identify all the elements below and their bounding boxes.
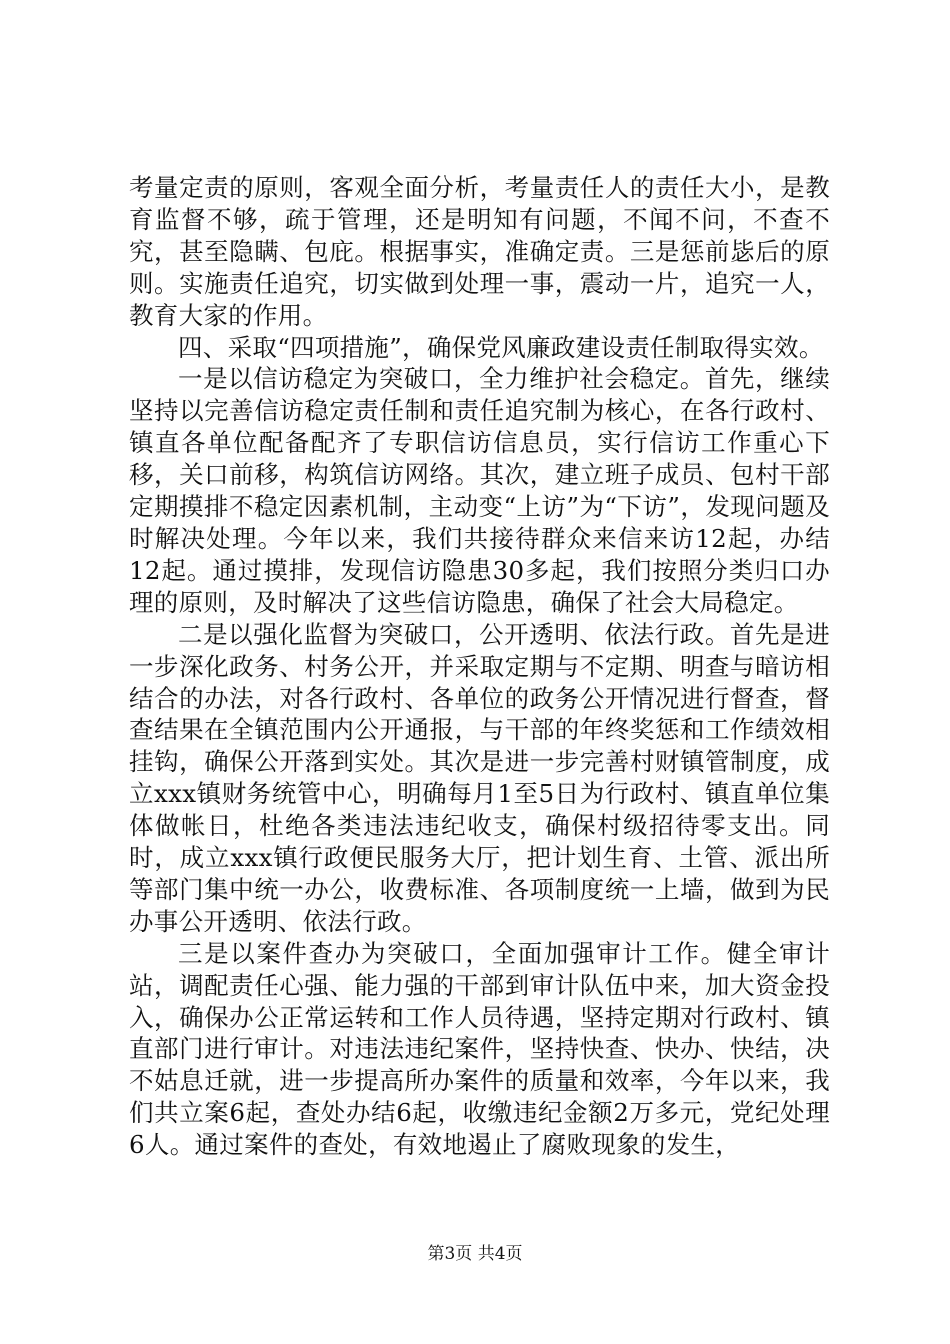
paragraph-5: 三是以案件查办为突破口，全面加强审计工作。健全审计站，调配责任心强、能力强的干部到审计队伍中来，加大资金投入，确保办公正常运转和工作人员待遇，坚持定期对行政村、镇直部门进行审计。对违法违纪案件，坚持快查、快办、快结，决不姑息迁就，进一步提高所办案件的质量和效率，今年以来，我们共立案6起，查处办结6起，收缴违纪金额2万多元，党纪处理6人。通过案件的查处，有效地遏止了腐败现象的发生，: [129, 938, 830, 1160]
paragraph-3: 一是以信访稳定为突破口，全力维护社会稳定。首先，继续坚持以完善信访稳定责任制和责任追究制为核心，在各行政村、镇直各单位配备配齐了专职信访信息员，实行信访工作重心下移，关口前移，构筑信访网络。其次，建立班子成员、包村干部定期摸排不稳定因素机制，主动变“上访”为“下访”，发现问题及时解决处理。今年以来，我们共接待群众来信来访12起，办结12起。通过摸排，发现信访隐患30多起，我们按照分类归口办理的原则，及时解决了这些信访隐患，确保了社会大局稳定。: [129, 364, 830, 617]
paragraph-2: 四、采取“四项措施”，确保党风廉政建设责任制取得实效。: [178, 332, 824, 362]
paragraph-4: 二是以强化监督为突破口，公开透明、依法行政。首先是进一步深化政务、村务公开，并采取定期与不定期、明查与暗访相结合的办法，对各行政村、各单位的政务公开情况进行督查，督查结果在全镇范围内公开通报，与干部的年终奖惩和工作绩效相挂钩，确保公开落到实处。其次是进一步完善村财镇管制度，成立xxx镇财务统管中心，明确每月1至5日为行政村、镇直单位集体做帐日，杜绝各类违法违纪收支，确保村级招待零支出。同时，成立xxx镇行政便民服务大厅，把计划生育、土管、派出所等部门集中统一办公，收费标准、各项制度统一上墙，做到为民办事公开透明、依法行政。: [129, 619, 830, 936]
paragraph-1: 考量定责的原则，客观全面分析，考量责任人的责任大小，是教育监督不够，疏于管理，还是明知有问题，不闻不问，不查不究，甚至隐瞒、包庇。根据事实，准确定责。三是惩前毖后的原则。实施责任追究，切实做到处理一事，震动一片，追究一人，教育大家的作用。: [129, 173, 830, 330]
page-number-footer: 第3页 共4页: [427, 1244, 523, 1264]
document-body: [129, 172, 830, 1161]
